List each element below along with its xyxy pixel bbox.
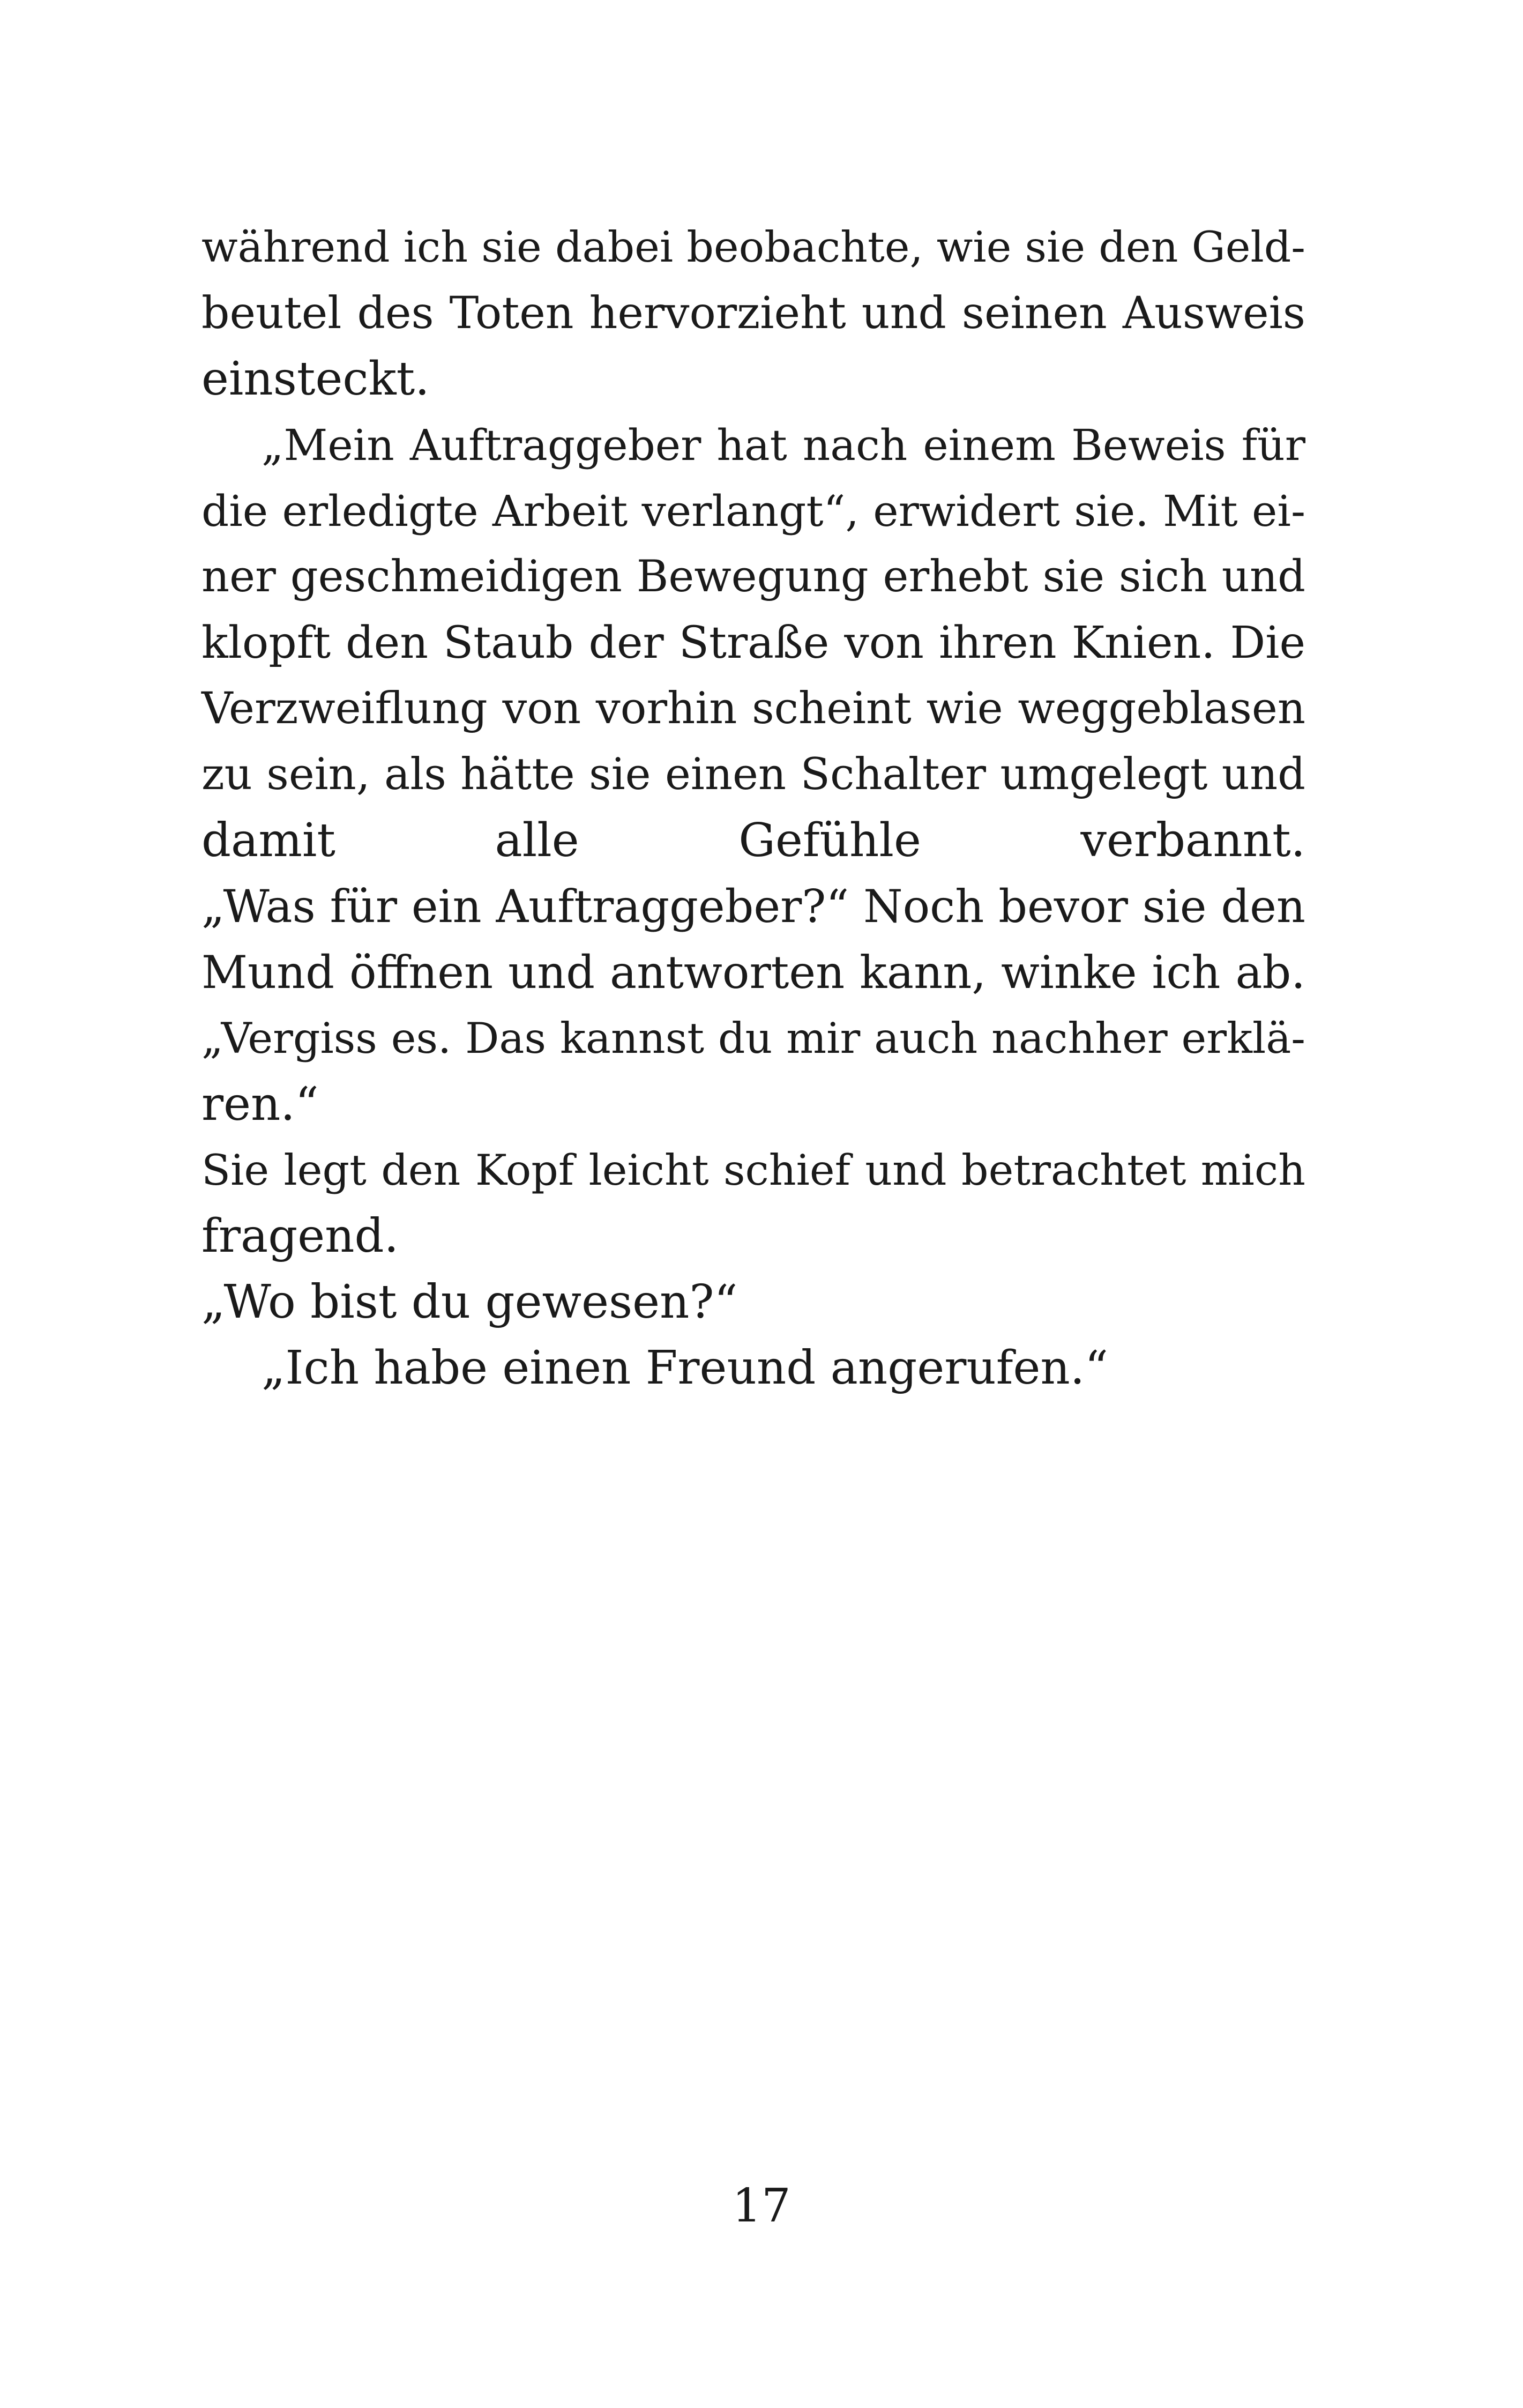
text-line: „Wo bist du gewesen?“ bbox=[201, 1275, 738, 1329]
text-line: ren.“ bbox=[201, 1077, 319, 1131]
text-line: „Mein Auftraggeber hat nach einem Beweis für bbox=[262, 420, 1305, 470]
text-line: die erledigte Arbeit verlangt“, erwidert sie. Mit ei- bbox=[201, 486, 1305, 536]
text-line: zu sein, als hätte sie einen Schalter umgelegt und bbox=[201, 749, 1305, 800]
page-number: 17 bbox=[732, 2179, 791, 2233]
text-line: Verzweiflung von vorhin scheint wie weggeblasen bbox=[201, 683, 1305, 734]
text-line: fragend. bbox=[201, 1209, 399, 1263]
text-line: einsteckt. bbox=[201, 352, 430, 406]
text-line: damit alle Gefühle verbannt. bbox=[201, 814, 1305, 867]
text-line: „Was für ein Auftraggeber?“ Noch bevor sie den bbox=[201, 880, 1305, 933]
body-text bbox=[201, 214, 1305, 1401]
text-line: Sie legt den Kopf leicht schief und betrachtet mich bbox=[201, 1146, 1305, 1195]
text-line: „Ich habe einen Freund angerufen.“ bbox=[262, 1341, 1109, 1395]
text-line: „Vergiss es. Das kannst du mir auch nachher erklä- bbox=[201, 1014, 1305, 1063]
text-line: Mund öffnen und antworten kann, winke ich ab. bbox=[201, 946, 1305, 999]
text-line: ner geschmeidigen Bewegung erhebt sie sich und bbox=[201, 552, 1305, 602]
text-line: beutel des Toten hervorzieht und seinen Ausweis bbox=[201, 288, 1305, 339]
text-line: klopft den Staub der Straße von ihren Knien. Die bbox=[201, 618, 1305, 668]
text-line: während ich sie dabei beobachte, wie sie den Geld- bbox=[201, 222, 1305, 272]
